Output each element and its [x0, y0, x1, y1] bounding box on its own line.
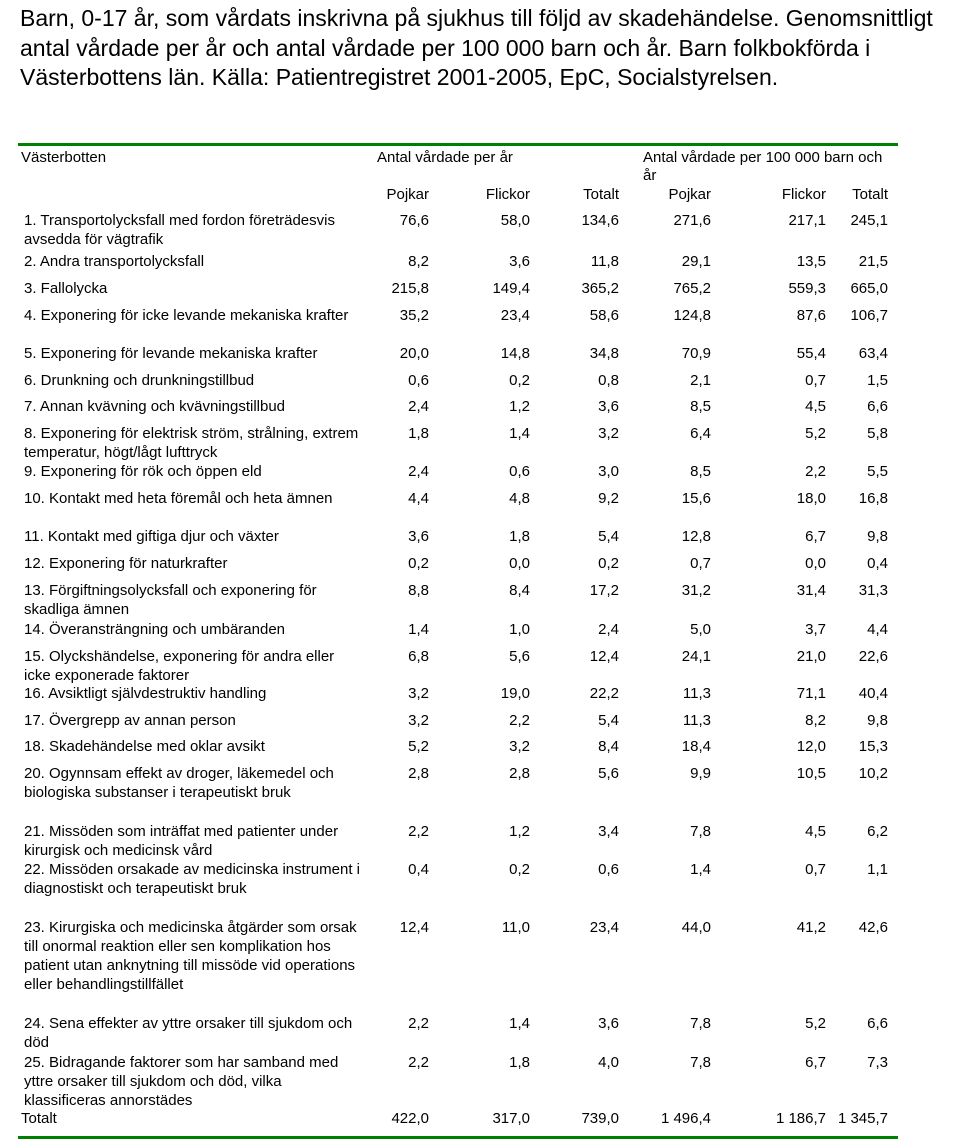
cell-value: 10,5 [796, 765, 826, 782]
cell-value: 11,0 [501, 919, 530, 936]
cell-value: 559,3 [788, 280, 826, 297]
cell-value: 4,8 [509, 490, 530, 507]
row-label: 16. Avsiktligt självdestruktiv handling [24, 685, 267, 702]
row-label: 8. Exponering för elektrisk ström, strålning, extrem temperatur, högt/lågt lufttryck [24, 425, 359, 461]
cell-value: 6,7 [805, 1054, 826, 1071]
row-label: 15. Olyckshändelse, exponering för andra eller icke exponerade faktorer [24, 648, 335, 684]
cell-value: 12,4 [399, 919, 429, 936]
cell-value: 3,2 [509, 738, 530, 755]
cell-value: 58,6 [589, 307, 619, 324]
cell-value: 4,5 [805, 398, 826, 415]
cell-value: 42,6 [858, 919, 888, 936]
cell-value: 9,8 [867, 528, 888, 545]
cell-value: 1,8 [509, 528, 530, 545]
cell-value: 765,2 [673, 280, 711, 297]
cell-value: 0,2 [509, 861, 530, 878]
cell-value: 2,8 [408, 765, 429, 782]
cell-value: 8,2 [805, 712, 826, 729]
cell-value: 1 496,4 [660, 1110, 711, 1127]
total-label: Totalt [21, 1110, 57, 1127]
cell-value: 2,2 [805, 463, 826, 480]
cell-value: 6,6 [867, 1015, 888, 1032]
row-label: 3. Fallolycka [24, 280, 108, 297]
cell-value: 365,2 [581, 280, 619, 297]
cell-value: 23,4 [589, 919, 619, 936]
cell-value: 41,2 [796, 919, 826, 936]
cell-value: 1,2 [509, 823, 530, 840]
cell-value: 1,4 [509, 1015, 530, 1032]
cell-value: 23,4 [500, 307, 530, 324]
cell-value: 3,2 [598, 425, 619, 442]
cell-value: 6,8 [408, 648, 429, 665]
cell-value: 0,2 [408, 555, 429, 572]
cell-value: 18,4 [681, 738, 711, 755]
cell-value: 4,4 [867, 621, 888, 638]
page-title: Barn, 0-17 år, som vårdats inskrivna på sjukhus till följd av skadehändelse. Genomsnittligt antal vårdade per år och antal vårdade per 100 000 barn och år. Barn folkbokförda i Västerbottens län. Källa: Patientregistret 2001-2005, EpC, Socialstyrelsen. [20, 5, 933, 90]
cell-value: 87,6 [796, 307, 826, 324]
cell-value: 8,2 [408, 253, 429, 270]
cell-value: 8,5 [690, 463, 711, 480]
cell-value: 1,2 [509, 398, 530, 415]
cell-value: 12,4 [589, 648, 619, 665]
cell-value: 3,6 [408, 528, 429, 545]
cell-value: 124,8 [673, 307, 711, 324]
cell-value: 17,2 [589, 582, 619, 599]
cell-value: 34,8 [589, 345, 619, 362]
cell-value: 8,4 [509, 582, 530, 599]
col-header-boys-count: Pojkar [386, 186, 429, 203]
row-label: 25. Bidragande faktorer som har samband med yttre orsaker till sjukdom och död, vilka klassificeras annorstädes [24, 1054, 339, 1109]
row-label: 10. Kontakt med heta föremål och heta ämnen [24, 490, 333, 507]
cell-value: 134,6 [581, 212, 619, 229]
row-label: 12. Exponering för naturkrafter [24, 555, 228, 572]
cell-value: 7,8 [690, 823, 711, 840]
col-header-total-count: Totalt [583, 186, 619, 203]
row-label: 2. Andra transportolycksfall [24, 253, 205, 270]
cell-value: 215,8 [391, 280, 429, 297]
cell-value: 8,5 [690, 398, 711, 415]
cell-value: 3,0 [598, 463, 619, 480]
cell-value: 0,0 [805, 555, 826, 572]
cell-value: 63,4 [858, 345, 888, 362]
row-label: 9. Exponering för rök och öppen eld [24, 463, 262, 480]
cell-value: 3,2 [408, 685, 429, 702]
cell-value: 245,1 [850, 212, 888, 229]
cell-value: 0,6 [598, 861, 619, 878]
cell-value: 3,6 [598, 398, 619, 415]
cell-value: 5,6 [509, 648, 530, 665]
cell-value: 0,7 [690, 555, 711, 572]
row-label: 14. Överansträngning och umbäranden [24, 621, 286, 638]
cell-value: 2,8 [509, 765, 530, 782]
cell-value: 1,4 [690, 861, 711, 878]
cell-value: 0,7 [805, 372, 826, 389]
cell-value: 5,2 [805, 1015, 826, 1032]
cell-value: 422,0 [391, 1110, 429, 1127]
cell-value: 8,4 [598, 738, 619, 755]
cell-value: 5,2 [805, 425, 826, 442]
cell-value: 31,4 [796, 582, 826, 599]
cell-value: 0,6 [509, 463, 530, 480]
cell-value: 665,0 [850, 280, 888, 297]
cell-value: 271,6 [673, 212, 711, 229]
cell-value: 317,0 [492, 1110, 530, 1127]
cell-value: 106,7 [850, 307, 888, 324]
cell-value: 1,4 [509, 425, 530, 442]
cell-value: 0,8 [598, 372, 619, 389]
cell-value: 0,7 [805, 861, 826, 878]
cell-value: 58,0 [500, 212, 530, 229]
group-header-count: Antal vårdade per år [377, 149, 513, 166]
cell-value: 5,5 [867, 463, 888, 480]
row-label: 20. Ogynnsam effekt av droger, läkemedel och biologiska substanser i terapeutiskt bruk [24, 765, 334, 801]
row-label: 13. Förgiftningsolycksfall och exponering för skadliga ämnen [24, 582, 317, 618]
row-label: 22. Missöden orsakade av medicinska instrument i diagnostiskt och terapeutiskt bruk [24, 861, 360, 897]
cell-value: 1 345,7 [837, 1110, 888, 1127]
cell-value: 4,4 [408, 490, 429, 507]
cell-value: 10,2 [858, 765, 888, 782]
cell-value: 5,4 [598, 712, 619, 729]
row-label: 18. Skadehändelse med oklar avsikt [24, 738, 265, 755]
row-label: 24. Sena effekter av yttre orsaker till sjukdom och död [24, 1015, 353, 1051]
cell-value: 1,5 [867, 372, 888, 389]
cell-value: 12,8 [681, 528, 711, 545]
cell-value: 1,8 [408, 425, 429, 442]
cell-value: 13,5 [796, 253, 826, 270]
cell-value: 31,3 [858, 582, 888, 599]
cell-value: 8,8 [408, 582, 429, 599]
row-label: 6. Drunkning och drunkningstillbud [24, 372, 255, 389]
cell-value: 29,1 [681, 253, 711, 270]
cell-value: 5,6 [598, 765, 619, 782]
cell-value: 6,6 [867, 398, 888, 415]
cell-value: 5,2 [408, 738, 429, 755]
cell-value: 2,2 [408, 1015, 429, 1032]
cell-value: 20,0 [399, 345, 429, 362]
cell-value: 0,2 [598, 555, 619, 572]
cell-value: 2,4 [408, 463, 429, 480]
cell-value: 2,4 [408, 398, 429, 415]
cell-value: 0,4 [408, 861, 429, 878]
cell-value: 4,5 [805, 823, 826, 840]
cell-value: 0,2 [509, 372, 530, 389]
row-label: 17. Övergrepp av annan person [24, 712, 236, 729]
cell-value: 1,8 [509, 1054, 530, 1071]
cell-value: 15,6 [681, 490, 711, 507]
cell-value: 14,8 [500, 345, 530, 362]
cell-value: 1,0 [509, 621, 530, 638]
cell-value: 35,2 [399, 307, 429, 324]
cell-value: 2,2 [509, 712, 530, 729]
col-header-girls-count: Flickor [485, 186, 530, 203]
cell-value: 21,0 [796, 648, 826, 665]
cell-value: 22,2 [589, 685, 619, 702]
cell-value: 1,1 [867, 861, 888, 878]
cell-value: 19,0 [500, 685, 530, 702]
col-header-girls-rate: Flickor [781, 186, 826, 203]
cell-value: 2,1 [690, 372, 711, 389]
cell-value: 3,7 [805, 621, 826, 638]
col-header-boys-rate: Pojkar [668, 186, 711, 203]
cell-value: 149,4 [492, 280, 530, 297]
cell-value: 739,0 [581, 1110, 619, 1127]
cell-value: 7,3 [867, 1054, 888, 1071]
row-label: 5. Exponering för levande mekaniska krafter [24, 345, 318, 362]
cell-value: 5,0 [690, 621, 711, 638]
bottom-rule [18, 1136, 898, 1139]
cell-value: 21,5 [858, 253, 888, 270]
cell-value: 9,9 [690, 765, 711, 782]
group-header-rate: Antal vårdade per 100 000 barn och år [643, 149, 883, 184]
cell-value: 9,2 [598, 490, 619, 507]
cell-value: 71,1 [796, 685, 826, 702]
cell-value: 31,2 [681, 582, 711, 599]
cell-value: 40,4 [858, 685, 888, 702]
cell-value: 76,6 [399, 212, 429, 229]
cell-value: 22,6 [858, 648, 888, 665]
cell-value: 1,4 [408, 621, 429, 638]
cell-value: 0,6 [408, 372, 429, 389]
row-label: 4. Exponering för icke levande mekaniska krafter [24, 307, 349, 324]
col-header-total-rate: Totalt [852, 186, 888, 203]
cell-value: 11,3 [682, 712, 711, 729]
cell-value: 0,0 [509, 555, 530, 572]
cell-value: 217,1 [788, 212, 826, 229]
cell-value: 6,2 [867, 823, 888, 840]
row-label: 11. Kontakt med giftiga djur och växter [24, 528, 279, 545]
cell-value: 3,2 [408, 712, 429, 729]
cell-value: 3,6 [598, 1015, 619, 1032]
cell-value: 6,4 [690, 425, 711, 442]
cell-value: 2,2 [408, 1054, 429, 1071]
cell-value: 3,4 [598, 823, 619, 840]
cell-value: 3,6 [509, 253, 530, 270]
cell-value: 6,7 [805, 528, 826, 545]
cell-value: 0,4 [867, 555, 888, 572]
cell-value: 7,8 [690, 1054, 711, 1071]
cell-value: 18,0 [796, 490, 826, 507]
cell-value: 9,8 [867, 712, 888, 729]
cell-value: 4,0 [598, 1054, 619, 1071]
cell-value: 2,2 [408, 823, 429, 840]
cell-value: 11,8 [590, 253, 619, 270]
cell-value: 7,8 [690, 1015, 711, 1032]
cell-value: 15,3 [858, 738, 888, 755]
row-label: 21. Missöden som inträffat med patienter under kirurgisk och medicinsk vård [24, 823, 339, 859]
row-label: 1. Transportolycksfall med fordon företrädesvis avsedda för vägtrafik [24, 212, 335, 248]
cell-value: 44,0 [681, 919, 711, 936]
row-label: 7. Annan kvävning och kvävningstillbud [24, 398, 286, 415]
cell-value: 1 186,7 [775, 1110, 826, 1127]
cell-value: 2,4 [598, 621, 619, 638]
row-label: 23. Kirurgiska och medicinska åtgärder som orsak till onormal reaktion eller sen komplikation hos patient utan anknytning till missöde vid operations eller behandlingstillfället [24, 919, 357, 993]
cell-value: 11,3 [682, 685, 711, 702]
cell-value: 12,0 [796, 738, 826, 755]
cell-value: 16,8 [858, 490, 888, 507]
cell-value: 70,9 [681, 345, 711, 362]
cell-value: 5,8 [867, 425, 888, 442]
region-header: Västerbotten [21, 149, 107, 166]
cell-value: 55,4 [796, 345, 826, 362]
cell-value: 24,1 [681, 648, 711, 665]
cell-value: 5,4 [598, 528, 619, 545]
